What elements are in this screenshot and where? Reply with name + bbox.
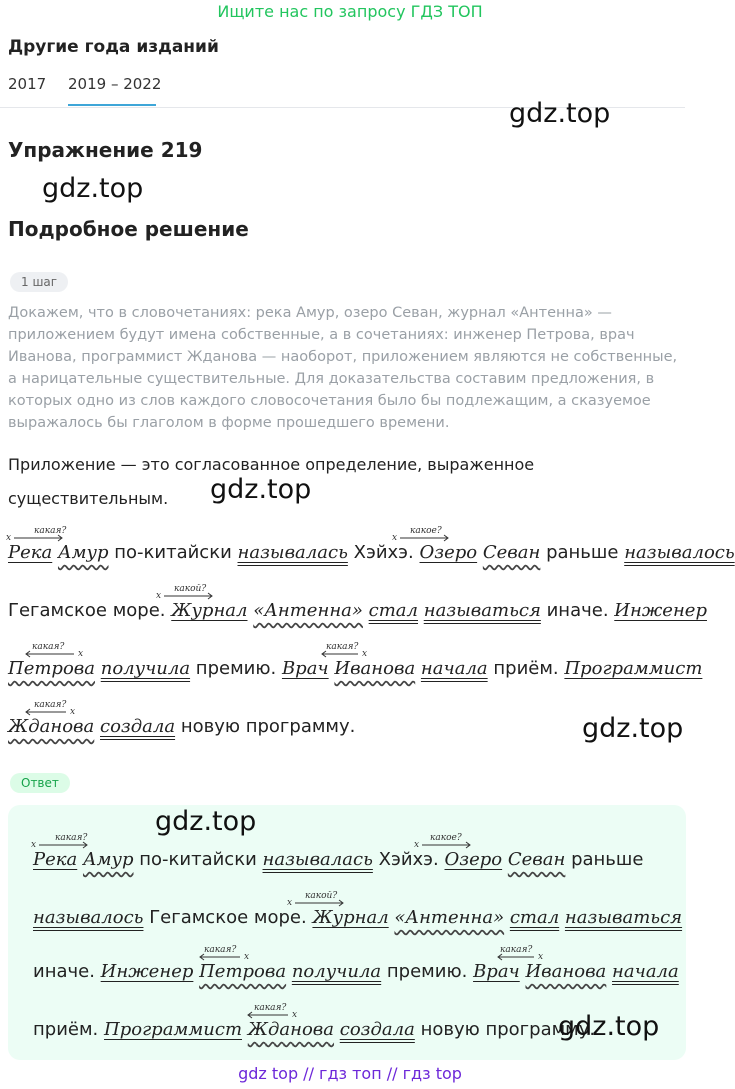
word-poluchila: получила (100, 658, 191, 679)
word-ozero: Озеро (419, 542, 478, 563)
word-amur: Амур (82, 849, 134, 870)
watermark: gdz.top (509, 98, 611, 129)
svg-text:x: x (156, 591, 162, 601)
tab-2019-2022[interactable]: 2019 – 2022 (68, 75, 162, 93)
word-ivanova: Иванова (334, 658, 416, 679)
annotation-arrow (31, 833, 111, 851)
word-sozdala: создала (100, 716, 176, 737)
word-novuyu: новую программу. (420, 1019, 596, 1040)
word-nazyvatsya: называться (423, 600, 541, 621)
footer-links[interactable]: gdz top // гдз топ // гдз top (238, 1064, 462, 1083)
svg-text:какая?: какая? (204, 945, 237, 955)
word-antenna: «Антенна» (394, 907, 505, 928)
svg-text:какая?: какая? (500, 945, 533, 955)
word-premiyu: премию. (386, 961, 468, 982)
svg-text:x: x (287, 898, 293, 908)
annotation-arrow (244, 1003, 324, 1021)
word-petrova: Петрова (199, 961, 287, 982)
word-programmist: Программист (104, 1019, 243, 1040)
word-reka: Река (8, 542, 53, 563)
svg-text:x: x (414, 840, 420, 850)
word-gegamskoe: Гегамское море. (149, 907, 307, 928)
watermark: gdz.top (582, 713, 684, 744)
annotation-arrow (318, 642, 398, 660)
svg-text:какой?: какой? (305, 891, 338, 901)
word-stal: стал (509, 907, 560, 928)
svg-text:x: x (31, 840, 37, 850)
word-inache: иначе. (546, 600, 609, 621)
word-ivanova: Иванова (525, 961, 607, 982)
step-badge: 1 шаг (10, 272, 68, 292)
svg-text:x: x (538, 952, 544, 962)
svg-text:какая?: какая? (254, 1003, 287, 1013)
word-programmist: Программист (564, 658, 703, 679)
word-ozero: Озеро (444, 849, 503, 870)
svg-text:какое?: какое? (430, 833, 462, 843)
annotation-arrow (392, 526, 472, 544)
svg-text:x: x (6, 533, 12, 543)
solution-title: Подробное решение (8, 217, 249, 241)
word-gegamskoe: Гегамское море. (8, 600, 166, 621)
word-heyhe: Хэйхэ. (353, 542, 414, 563)
watermark: gdz.top (558, 1011, 660, 1042)
answer-line-2 (33, 907, 682, 928)
annotation-arrow (196, 945, 276, 963)
word-nazyvalos: называлось (624, 542, 735, 563)
svg-text:какое?: какое? (410, 526, 442, 536)
word-amur: Амур (57, 542, 109, 563)
watermark: gdz.top (155, 806, 257, 837)
solution-line-4 (8, 716, 355, 737)
word-petrova: Петрова (8, 658, 95, 679)
word-po-kitayski: по-китайски (139, 849, 257, 870)
active-tab-indicator (68, 104, 156, 106)
word-po-kitayski: по-китайски (114, 542, 232, 563)
word-heyhe: Хэйхэ. (378, 849, 439, 870)
svg-text:x: x (362, 649, 368, 659)
annotation-arrow (414, 833, 494, 851)
word-zhurnal: Журнал (171, 600, 248, 621)
watermark: gdz.top (42, 173, 144, 204)
word-stal: стал (368, 600, 418, 621)
svg-text:какая?: какая? (326, 642, 359, 652)
solution-line-2 (8, 600, 707, 621)
svg-text:x: x (392, 533, 398, 543)
svg-text:какая?: какая? (55, 833, 88, 843)
word-zhurnal: Журнал (312, 907, 389, 928)
svg-text:x: x (78, 649, 84, 659)
word-antenna: «Антенна» (253, 600, 363, 621)
word-novuyu: новую программу. (180, 716, 356, 737)
word-nachala: начала (612, 961, 679, 982)
annotation-arrow (6, 526, 86, 544)
word-priyom: приём. (493, 658, 559, 679)
word-premiyu: премию. (195, 658, 277, 679)
svg-text:x: x (292, 1010, 298, 1020)
solution-line-3 (8, 658, 702, 679)
solution-line-1 (8, 542, 735, 563)
answer-line-1 (33, 849, 643, 870)
word-inzhener: Инженер (614, 600, 707, 621)
word-nazyvatsya: называться (564, 907, 683, 928)
annotation-arrow (22, 642, 102, 660)
word-sevan: Севан (482, 542, 541, 563)
word-inzhener: Инженер (100, 961, 194, 982)
explanation-text: Докажем, что в словочетаниях: река Амур, озеро Севан, журнал «Антенна» — приложением будут имена собственные, а в сочетаниях: инженер Петрова, врач Иванова, программист Жданова — наоборот, приложением являются не собственные, а нарицательные существительные. Для доказательства составим предложения, в которых одно из слов каждого словосочетания было бы подлежащим, а сказуемое выражалось бы глаголом в форме прошедшего времени. (8, 305, 678, 431)
annotation-arrow (287, 891, 367, 909)
svg-text:какая?: какая? (34, 526, 67, 536)
answer-badge: Ответ (10, 773, 70, 793)
answer-line-3 (33, 961, 679, 982)
word-poluchila: получила (291, 961, 382, 982)
word-ranshe: раньше (546, 542, 619, 563)
svg-text:какой?: какой? (174, 584, 207, 594)
svg-text:x: x (244, 952, 250, 962)
word-zhdanova: Жданова (247, 1019, 335, 1040)
word-sevan: Севан (507, 849, 566, 870)
word-sozdala: создала (339, 1019, 415, 1040)
svg-text:какая?: какая? (34, 700, 67, 710)
word-reka: Река (33, 849, 78, 870)
word-nazyvalas: называлась (237, 542, 348, 563)
tab-2017[interactable]: 2017 (8, 75, 47, 93)
watermark: gdz.top (210, 474, 312, 505)
editions-title: Другие года изданий (8, 37, 219, 57)
word-nazyvalas: называлась (262, 849, 373, 870)
svg-text:x: x (70, 707, 76, 717)
word-inache: иначе. (33, 961, 95, 982)
top-banner[interactable]: Ищите нас по запросу ГДЗ ТОП (217, 2, 483, 21)
definition-text: Приложение — это согласованное определение, выраженное существительным. (8, 455, 535, 508)
word-ranshe: раньше (571, 849, 644, 870)
answer-line-4 (33, 1019, 595, 1040)
exercise-title: Упражнение 219 (8, 138, 203, 162)
word-zhdanova: Жданова (8, 716, 95, 737)
svg-text:какая?: какая? (32, 642, 65, 652)
word-priyom: приём. (33, 1019, 99, 1040)
word-nachala: начала (420, 658, 488, 679)
annotation-arrow (494, 945, 574, 963)
word-vrach: Врач (281, 658, 329, 679)
annotation-arrow (156, 584, 236, 602)
annotation-arrow (22, 700, 102, 718)
word-nazyvalos: называлось (33, 907, 144, 928)
word-vrach: Врач (473, 961, 520, 982)
